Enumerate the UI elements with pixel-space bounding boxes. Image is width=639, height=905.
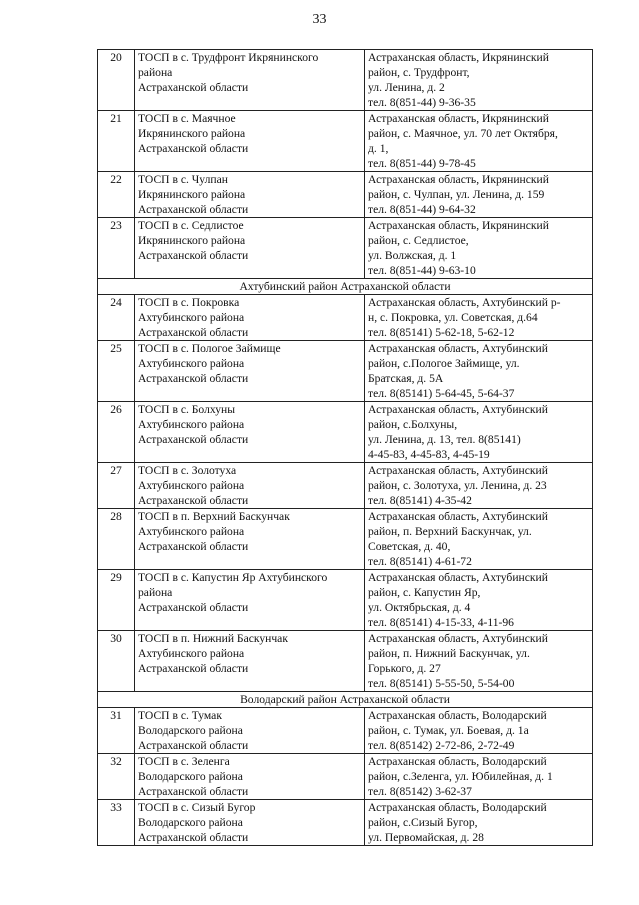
office-address: Астраханская область, Икрянинский район, с. Чулпан, ул. Ленина, д. 159 тел. 8(851-44) 9-64-32 bbox=[365, 172, 593, 218]
office-address: Астраханская область, Икрянинский район, с. Трудфронт, ул. Ленина, д. 2 тел. 8(851-44) 9-36-35 bbox=[365, 50, 593, 111]
office-name: ТОСП в с. Тумак Володарского района Астраханской области bbox=[135, 708, 365, 754]
office-address: Астраханская область, Ахтубинский район, п. Нижний Баскунчак, ул. Горького, д. 27 тел. 8(85141) 5-55-50, 5-54-00 bbox=[365, 631, 593, 692]
office-name: ТОСП в с. Капустин Яр Ахтубинского района Астраханской области bbox=[135, 570, 365, 631]
office-name: ТОСП в с. Седлистое Икрянинского района Астраханской области bbox=[135, 218, 365, 279]
table-row bbox=[98, 754, 593, 800]
table-row bbox=[98, 800, 593, 846]
office-address: Астраханская область, Ахтубинский район, с. Капустин Яр, ул. Октябрьская, д. 4 тел. 8(85141) 4-15-33, 4-11-96 bbox=[365, 570, 593, 631]
table-row bbox=[98, 570, 593, 631]
table-row bbox=[98, 111, 593, 172]
row-number: 33 bbox=[98, 800, 135, 846]
office-name: ТОСП в с. Болхуны Ахтубинского района Астраханской области bbox=[135, 402, 365, 463]
row-number: 26 bbox=[98, 402, 135, 463]
office-address: Астраханская область, Ахтубинский район, с. Золотуха, ул. Ленина, д. 23 тел. 8(85141) 4-35-42 bbox=[365, 463, 593, 509]
office-name: ТОСП в п. Верхний Баскунчак Ахтубинского района Астраханской области bbox=[135, 509, 365, 570]
row-number: 23 bbox=[98, 218, 135, 279]
office-name: ТОСП в с. Чулпан Икрянинского района Астраханской области bbox=[135, 172, 365, 218]
table-row bbox=[98, 295, 593, 341]
table-row bbox=[98, 50, 593, 111]
table-row bbox=[98, 341, 593, 402]
section-title: Володарский район Астраханской области bbox=[98, 692, 593, 708]
table-row bbox=[98, 708, 593, 754]
table-row bbox=[98, 402, 593, 463]
row-number: 22 bbox=[98, 172, 135, 218]
office-address: Астраханская область, Ахтубинский район, с.Пологое Займище, ул. Братская, д. 5А тел. 8(85141) 5-64-45, 5-64-37 bbox=[365, 341, 593, 402]
section-header-row bbox=[98, 279, 593, 295]
table-row bbox=[98, 509, 593, 570]
office-name: ТОСП в с. Маячное Икрянинского района Астраханской области bbox=[135, 111, 365, 172]
office-address: Астраханская область, Володарский район, с.Сизый Бугор, ул. Первомайская, д. 28 bbox=[365, 800, 593, 846]
office-name: ТОСП в с. Золотуха Ахтубинского района Астраханской области bbox=[135, 463, 365, 509]
office-address: Астраханская область, Ахтубинский район, с.Болхуны, ул. Ленина, д. 13, тел. 8(85141) 4-45-83, 4-45-83, 4-45-19 bbox=[365, 402, 593, 463]
office-name: ТОСП в п. Нижний Баскунчак Ахтубинского района Астраханской области bbox=[135, 631, 365, 692]
row-number: 30 bbox=[98, 631, 135, 692]
table-row bbox=[98, 172, 593, 218]
page-number: 33 bbox=[312, 12, 327, 27]
registry-table-body bbox=[98, 50, 593, 846]
office-address: Астраханская область, Володарский район, с.Зеленга, ул. Юбилейная, д. 1 тел. 8(85142) 3-62-37 bbox=[365, 754, 593, 800]
office-name: ТОСП в с. Трудфронт Икрянинского района Астраханской области bbox=[135, 50, 365, 111]
section-title: Ахтубинский район Астраханской области bbox=[98, 279, 593, 295]
office-name: ТОСП в с. Зеленга Володарского района Астраханской области bbox=[135, 754, 365, 800]
office-address: Астраханская область, Икрянинский район, с. Седлистое, ул. Волжская, д. 1 тел. 8(851-44) 9-63-10 bbox=[365, 218, 593, 279]
row-number: 21 bbox=[98, 111, 135, 172]
row-number: 28 bbox=[98, 509, 135, 570]
office-name: ТОСП в с. Покровка Ахтубинского района Астраханской области bbox=[135, 295, 365, 341]
row-number: 27 bbox=[98, 463, 135, 509]
office-address: Астраханская область, Ахтубинский район, п. Верхний Баскунчак, ул. Советская, д. 40, тел. 8(85141) 4-61-72 bbox=[365, 509, 593, 570]
table-row bbox=[98, 631, 593, 692]
office-name: ТОСП в с. Пологое Займище Ахтубинского района Астраханской области bbox=[135, 341, 365, 402]
row-number: 25 bbox=[98, 341, 135, 402]
office-name: ТОСП в с. Сизый Бугор Володарского района Астраханской области bbox=[135, 800, 365, 846]
table-row bbox=[98, 463, 593, 509]
office-address: Астраханская область, Ахтубинский р- н, с. Покровка, ул. Советская, д.64 тел. 8(85141) 5-62-18, 5-62-12 bbox=[365, 295, 593, 341]
row-number: 32 bbox=[98, 754, 135, 800]
office-address: Астраханская область, Володарский район, с. Тумак, ул. Боевая, д. 1а тел. 8(85142) 2-72-86, 2-72-49 bbox=[365, 708, 593, 754]
table-row bbox=[98, 218, 593, 279]
row-number: 24 bbox=[98, 295, 135, 341]
row-number: 20 bbox=[98, 50, 135, 111]
office-address: Астраханская область, Икрянинский район, с. Маячное, ул. 70 лет Октября, д. 1, тел. 8(851-44) 9-78-45 bbox=[365, 111, 593, 172]
row-number: 31 bbox=[98, 708, 135, 754]
row-number: 29 bbox=[98, 570, 135, 631]
section-header-row bbox=[98, 692, 593, 708]
registry-table bbox=[97, 49, 593, 846]
